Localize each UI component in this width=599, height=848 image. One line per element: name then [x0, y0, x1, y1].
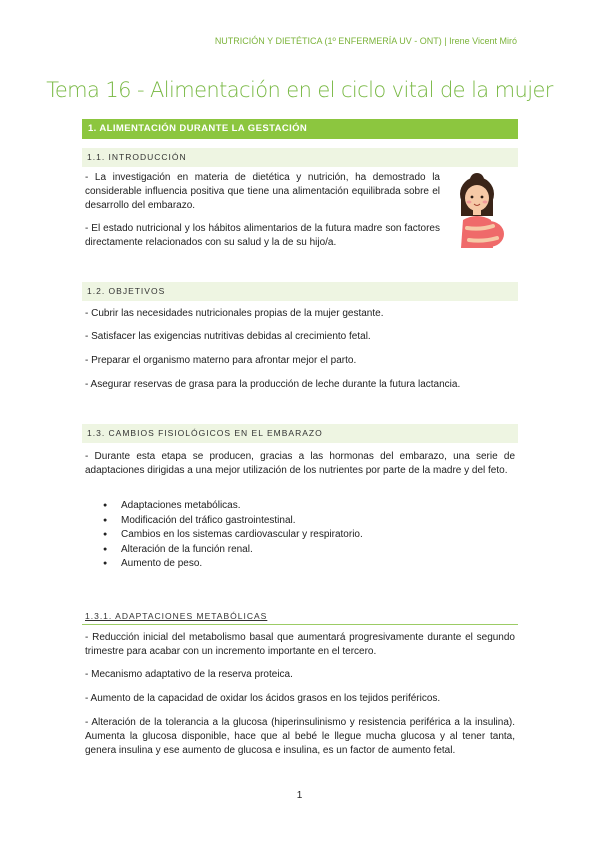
pregnant-woman-illustration [447, 172, 515, 248]
objective-item: - Satisfacer las exigencias nutritivas debidas al crecimiento fetal. [85, 331, 371, 342]
list-item: ● Modificación del tráfico gastrointestinal. [103, 514, 363, 529]
objective-item: - Cubrir las necesidades nutricionales propias de la mujer gestante. [85, 308, 384, 319]
paragraph-intro-2: - El estado nutricional y los hábitos alimentarios de la futura madre son factores directamente relacionados con su salud y la de su hijo/a. [85, 223, 440, 248]
list-item: ● Aumento de peso. [103, 557, 363, 572]
subsection-heading-adaptaciones: 1.3.1. ADAPTACIONES METABÓLICAS [82, 608, 518, 625]
list-item: ● Cambios en los sistemas cardiovascular y respiratorio. [103, 528, 363, 543]
running-header: NUTRICIÓN Y DIETÉTICA (1º ENFERMERÍA UV - ONT) | Irene Vicent Miró [214, 36, 517, 46]
page-number: 1 [296, 790, 303, 801]
list-item: ● Alteración de la función renal. [103, 543, 363, 558]
section-heading-1: 1. ALIMENTACIÓN DURANTE LA GESTACIÓN [82, 119, 518, 139]
paragraph-adaptaciones-4: - Alteración de la tolerancia a la glucosa (hiperinsulinismo y resistencia periférica a la insulina). Aumenta la glucosa disponible, hace que al bebé le llegue mucha glucosa y al tener tanta, genera insulina y ese aumento de glucosa e insulina, es un factor de aumento fetal. [85, 717, 515, 756]
paragraph-intro-1: - La investigación en materia de dietética y nutrición, ha demostrado la considerable influencia positiva que tiene una alimentación equilibrada sobre el desarrollo del embarazo. [85, 172, 440, 211]
paragraph-adaptaciones-1: - Reducción inicial del metabolismo basal que aumentará progresivamente durante el segundo trimestre para acabar con un incremento importante en el tercero. [85, 632, 515, 657]
subsection-heading-objetivos: 1.2. OBJETIVOS [82, 282, 518, 301]
subsection-heading-introduccion: 1.1. INTRODUCCIÓN [82, 148, 518, 167]
paragraph-cambios: - Durante esta etapa se producen, gracias a las hormonas del embarazo, una serie de adaptaciones dirigidas a una mejor utilización de los nutrientes por parte de la madre y del feto. [85, 451, 515, 476]
list-item: ● Adaptaciones metabólicas. [103, 499, 363, 514]
objective-item: - Asegurar reservas de grasa para la producción de leche durante la futura lactancia. [85, 379, 461, 390]
subsection-heading-cambios: 1.3. CAMBIOS FISIOLÓGICOS EN EL EMBARAZO [82, 424, 518, 443]
paragraph-adaptaciones-2: - Mecanismo adaptativo de la reserva proteica. [85, 669, 293, 680]
page-title: Tema 16 - Alimentación en el ciclo vital de la mujer [46, 78, 553, 102]
paragraph-adaptaciones-3: - Aumento de la capacidad de oxidar los ácidos grasos en los tejidos periféricos. [85, 693, 441, 704]
changes-list [103, 499, 363, 572]
objective-item: - Preparar el organismo materno para afrontar mejor el parto. [85, 355, 357, 366]
